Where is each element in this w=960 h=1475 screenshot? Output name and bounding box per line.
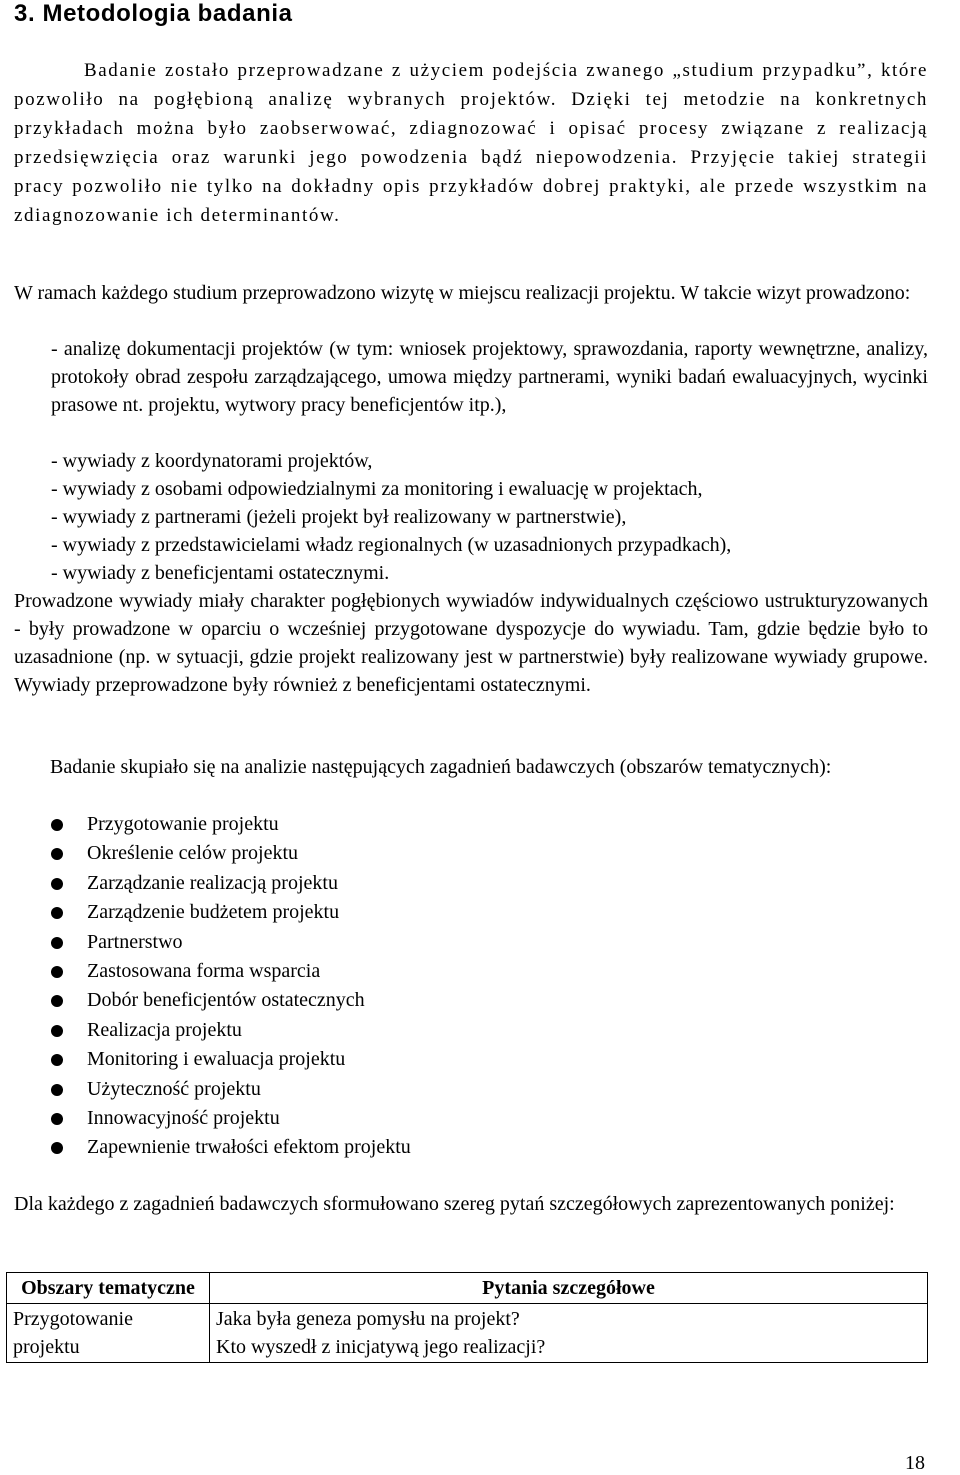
focus-lead (14, 753, 928, 781)
visit-item: - wywiady z osobami odpowiedzialnymi za monitoring i ewaluację w projektach, (51, 478, 703, 500)
list-item: Zarządzanie realizacją projektu (0, 869, 411, 898)
questions-lead: Dla każdego z zagadnień badawczych sformułowano szereg pytań szczegółowych zaprezentowanych poniżej: (14, 1193, 895, 1215)
list-item: Przygotowanie projektu (0, 810, 411, 839)
list-item: Dobór beneficjentów ostatecznych (0, 986, 411, 1015)
section-heading: 3. Metodologia badania (14, 0, 293, 27)
table-row (7, 1304, 928, 1363)
visit-item: - wywiady z partnerami (jeżeli projekt był realizowany w partnerstwie), (51, 506, 627, 528)
table-header-row (7, 1273, 928, 1304)
research-areas-list (0, 810, 411, 1163)
list-item: Innowacyjność projektu (0, 1104, 411, 1133)
list-item: Realizacja projektu (0, 1016, 411, 1045)
header-questions: Pytania szczegółowe (210, 1273, 928, 1304)
list-item: Zarządzenie budżetem projektu (0, 898, 411, 927)
list-item: Określenie celów projektu (0, 839, 411, 868)
questions-table (6, 1272, 928, 1363)
intro-paragraph (14, 56, 928, 230)
visit-item: - wywiady z koordynatorami projektów, (51, 450, 373, 472)
list-item: Monitoring i ewaluacja projektu (0, 1045, 411, 1074)
visit-lead: W ramach każdego studium przeprowadzono wizytę w miejscu realizacji projektu. W takcie wizyt prowadzono: (14, 282, 911, 304)
page-number: 18 (905, 1452, 925, 1474)
visit-item: - analizę dokumentacji projektów (w tym: wniosek projektowy, sprawozdania, raporty wewnętrzne, analizy, protokoły obrad zespołu zarządzającego, umowa między partnerami, wyniki badań ewaluacyjnych, wycinki prasowe nt. projektu, wytwory pracy beneficjentów itp.), (51, 338, 928, 416)
visit-item: - wywiady z przedstawicielami władz regionalnych (w uzasadnionych przypadkach), (51, 534, 732, 556)
list-item: Zapewnienie trwałości efektom projektu (0, 1133, 411, 1162)
visit-item: - wywiady z beneficjentami ostatecznymi. (51, 562, 390, 584)
cell-area: Przygotowanie projektu (7, 1304, 210, 1363)
cell-questions (210, 1304, 928, 1363)
list-item: Zastosowana forma wsparcia (0, 957, 411, 986)
question-item: Jaka była geneza pomysłu na projekt? (216, 1308, 520, 1330)
interviews-paragraph: Prowadzone wywiady miały charakter pogłębionych wywiadów indywidualnych częściowo ustrukturyzowanych - były prowadzone w oparciu o wcześniej przygotowane dyspozycje do wywiadu. Tam, gdzie będzie było to uzasadnione (np. w sytuacji, gdzie projekt realizowany jest w partnerstwie) były realizowane wywiady grupowe. Wywiady przeprowadzone były również z beneficjentami ostatecznymi. (14, 590, 928, 696)
header-areas: Obszary tematyczne (7, 1273, 210, 1304)
intro-text: Badanie zostało przeprowadzane z użyciem podejścia zwanego „studium przypadku”, które pozwoliło na pogłębioną analizę wybranych projektów. Dzięki tej metodzie na konkretnych przykładach można było zaobserwować, zdiagnozować i opisać procesy związane z realizacją przedsięwzięcia oraz warunki jego powodzenia bądź niepowodzenia. Przyjęcie takiej strategii pracy pozwoliło nie tylko na dokładny opis przykładów dobrej praktyki, ale przede wszystkim na zdiagnozowanie ich determinantów. (14, 60, 928, 226)
list-item: Partnerstwo (0, 928, 411, 957)
focus-lead-text: Badanie skupiało się na analizie następujących zagadnień badawczych (obszarów tematycznych): (50, 756, 832, 778)
list-item: Użyteczność projektu (0, 1075, 411, 1104)
question-item: Kto wyszedł z inicjatywą jego realizacji? (216, 1336, 546, 1358)
